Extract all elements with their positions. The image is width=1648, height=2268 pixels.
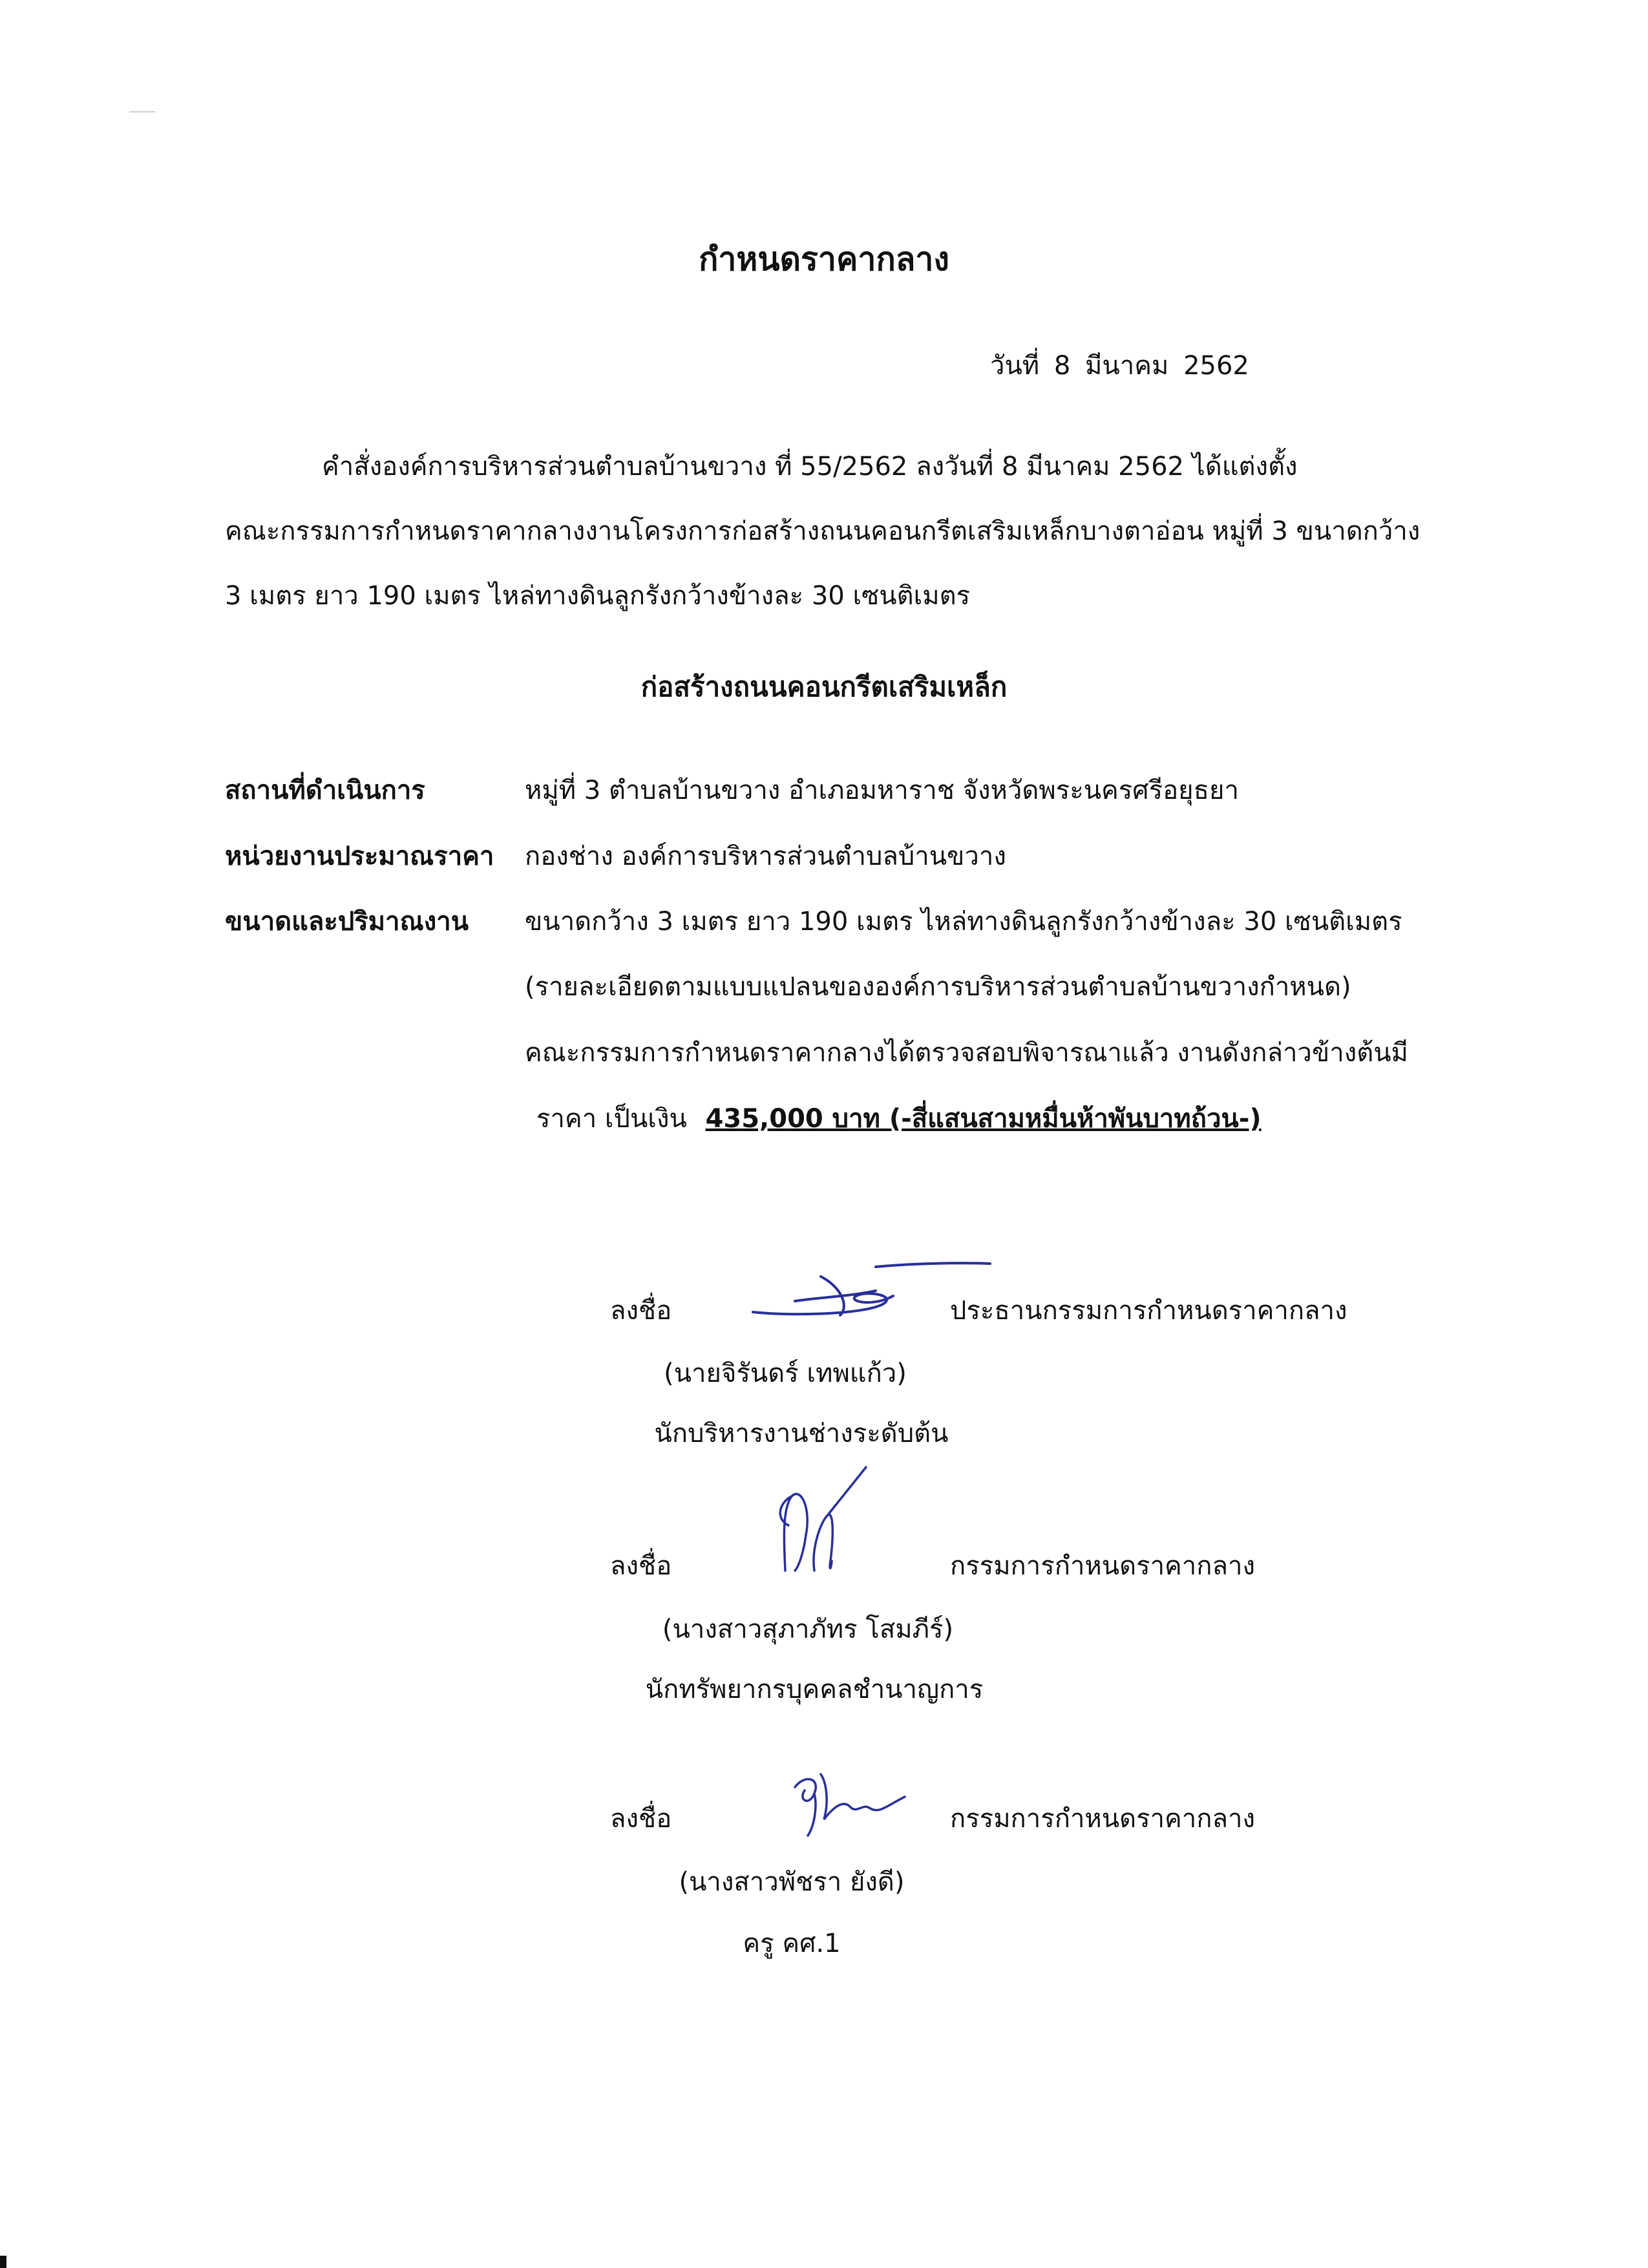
price-amount: 435,000 บาท (-สี่แสนสามหมื่นห้าพันบาทถ้วน-) [705, 1104, 1262, 1134]
work-size-value: ขนาดกว้าง 3 เมตร ยาว 190 เมตร ไหล่ทางดินลูกรังกว้างข้างละ 30 เซนติเมตร [525, 907, 1402, 937]
price-line [536, 1097, 1262, 1139]
location-value: หมู่ที่ 3 ตำบลบ้านขวาง อำเภอมหาราช จังหวัดพระนครศรีอยุธยา [525, 776, 1239, 805]
member1-name: (นางสาวสุภาภัทร โสมภีร์) [662, 1615, 954, 1644]
paragraph-line: คำสั่งองค์การบริหารส่วนตำบลบ้านขวาง ที่ 55/2562 ลงวันที่ 8 มีนาคม 2562 ได้แต่งตั้ง [322, 452, 1298, 482]
work-size-detail: (รายละเอียดตามแบบแปลนขององค์การบริหารส่วนตำบลบ้านขวางกำหนด) [525, 972, 1351, 1002]
scan-artifact [129, 111, 155, 112]
committee-statement: คณะกรรมการกำหนดราคากลางได้ตรวจสอบพิจารณาแล้ว งานดังกล่าวข้างต้นมี [525, 1038, 1408, 1068]
project-subtitle: ก่อสร้างถนนคอนกรีตเสริมเหล็ก [640, 671, 1008, 703]
sign-label: ลงชื่อ [610, 1296, 672, 1326]
member1-role: กรรมการกำหนดราคากลาง [950, 1551, 1255, 1581]
chairman-role: ประธานกรรมการกำหนดราคากลาง [950, 1296, 1347, 1326]
order-paragraph [225, 434, 1453, 628]
sign-label: ลงชื่อ [610, 1804, 672, 1834]
paragraph-line: 3 เมตร ยาว 190 เมตร ไหล่ทางดินลูกรังกว้างข้างละ 30 เซนติเมตร [225, 581, 971, 611]
estimator-value: กองช่าง องค์การบริหารส่วนตำบลบ้านขวาง [525, 842, 1006, 871]
document-title: กำหนดราคากลาง [699, 240, 949, 278]
member2-position: ครู คศ.1 [743, 1929, 841, 1958]
member2-role: กรรมการกำหนดราคากลาง [950, 1804, 1255, 1834]
member2-signature [782, 1768, 911, 1839]
chairman-position: นักบริหารงานช่างระดับต้น [654, 1419, 949, 1448]
member2-name: (นางสาวพัชรา ยังดี) [679, 1867, 905, 1897]
estimator-label: หน่วยงานประมาณราคา [225, 842, 494, 871]
location-label: สถานที่ดำเนินการ [225, 776, 425, 805]
member1-signature [766, 1464, 876, 1577]
document-date: วันที่ 8 มีนาคม 2562 [990, 351, 1249, 381]
work-size-label: ขนาดและปริมาณงาน [225, 907, 469, 937]
price-prefix: ราคา เป็นเงิน [536, 1104, 687, 1134]
chairman-name: (นายจิรันดร์ เทพแก้ว) [664, 1359, 907, 1388]
member1-position: นักทรัพยากรบุคคลชำนาญการ [645, 1675, 984, 1704]
scan-edge-mark [0, 2256, 6, 2268]
sign-label: ลงชื่อ [610, 1551, 672, 1581]
paragraph-line: คณะกรรมการกำหนดราคากลางงานโครงการก่อสร้างถนนคอนกรีตเสริมเหล็กบางตาอ่อน หมู่ที่ 3 ขนาดกว้าง [225, 516, 1421, 546]
